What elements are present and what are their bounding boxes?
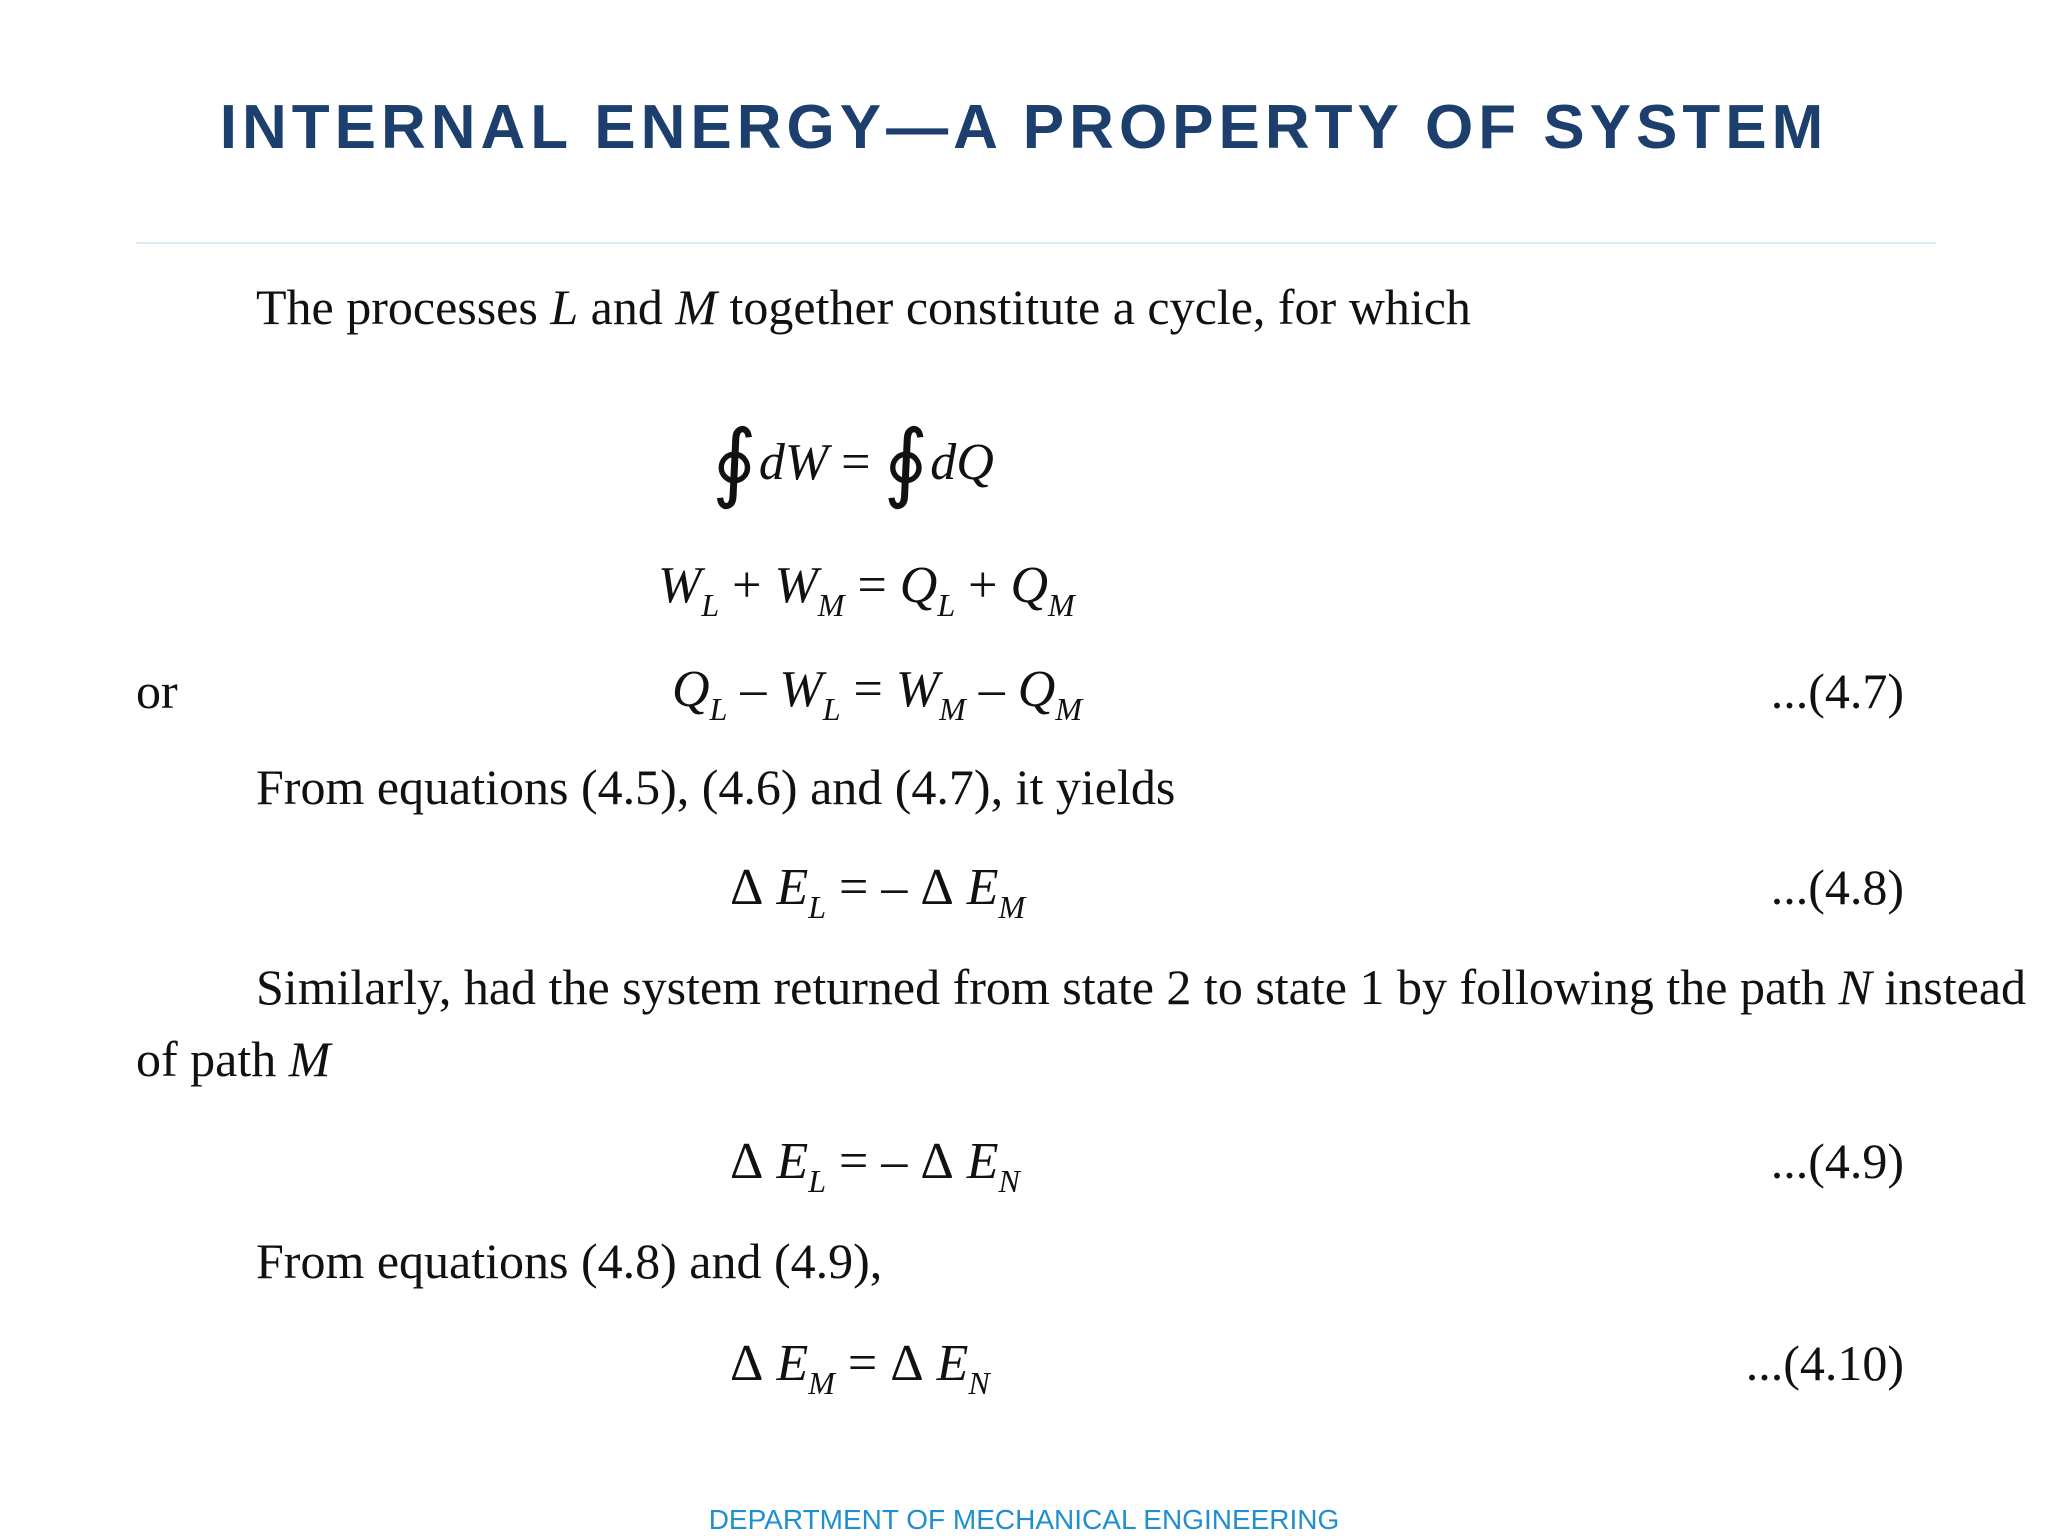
- equation-number: ...(4.10): [1745, 1335, 1904, 1391]
- equation-number: ...(4.9): [1770, 1133, 1904, 1189]
- or-label: or: [136, 663, 178, 719]
- slide-title: INTERNAL ENERGY—A PROPERTY OF SYSTEM: [219, 93, 1829, 162]
- text-run: together constitute a cycle, for which: [717, 279, 1471, 335]
- equation-number: ...(4.7): [1770, 663, 1904, 719]
- text-run: Similarly, had the system returned from state 2 to state 1 by following the path: [256, 959, 1839, 1015]
- cyclic-integral-symbol: ∮: [712, 414, 757, 510]
- symbol-M: M: [288, 1031, 331, 1087]
- symbol-L: L: [550, 279, 579, 335]
- symbol-N: N: [1838, 959, 1872, 1015]
- equation-number: ...(4.8): [1770, 859, 1904, 915]
- equation-4-8: Δ $E_L$ = – Δ $E_M$: [730, 859, 1026, 925]
- text-run: of path: [136, 1031, 289, 1087]
- equation-cyclic-integral: ∮dW = ∮dQ: [712, 414, 994, 510]
- equation-4-7: $Q_L - W_L = W_M - Q_M$: [672, 661, 1083, 727]
- text-run: The processes: [256, 279, 551, 335]
- footer-department: DEPARTMENT OF MECHANICAL ENGINEERING: [708, 1504, 1340, 1535]
- equation-4-10: Δ $E_M = \Delta$ $E_N$: [730, 1335, 990, 1401]
- paragraph-similarly-cont: [136, 1030, 330, 1088]
- paragraph-from-equations: From equations (4.8) and (4.9),: [256, 1233, 883, 1289]
- paragraph-cycle: [256, 278, 1471, 336]
- equation-work-heat-sum: $W_L + W_M = Q_L + Q_M$: [658, 557, 1075, 623]
- equation-4-9: Δ $E_L$ = – Δ $E_N$: [730, 1133, 1020, 1199]
- text-run: and: [578, 279, 676, 335]
- paragraph-similarly: [256, 958, 2026, 1016]
- paragraph-yields: From equations (4.5), (4.6) and (4.7), it yields: [256, 759, 1176, 815]
- symbol-M: M: [675, 279, 718, 335]
- text-run: instead: [1871, 959, 2027, 1015]
- cyclic-integral-symbol: ∮: [883, 414, 929, 510]
